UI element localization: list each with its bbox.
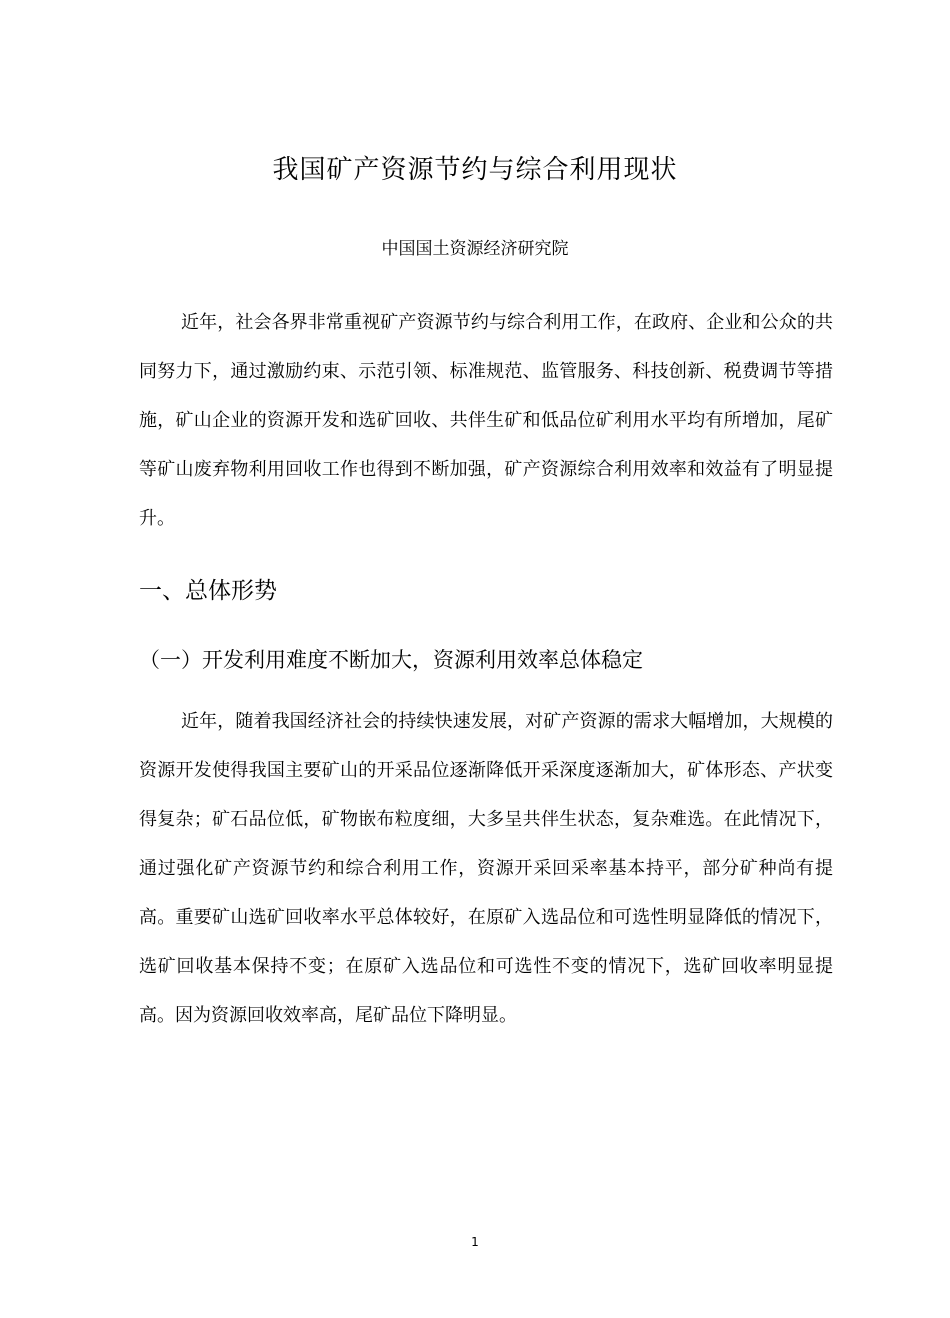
subsection-heading: （一）开发利用难度不断加大，资源利用效率总体稳定 xyxy=(139,648,643,672)
body-paragraph: 近年，随着我国经济社会的持续快速发展，对矿产资源的需求大幅增加，大规模的资源开发使得我国主要矿山的开采品位逐渐降低开采深度逐渐加大，矿体形态、产状变得复杂；矿石品位低，矿物嵌布粒度细，大多呈共伴生状态，复杂难选。在此情况下，通过强化矿产资源节约和综合利用工作，资源开采回采率基本持平，部分矿种尚有提高。重要矿山选矿回收率水平总体较好，在原矿入选品位和可选性明显降低的情况下，选矿回收基本保持不变；在原矿入选品位和可选性不变的情况下，选矿回收率明显提高。因为资源回收效率高，尾矿品位下降明显。 xyxy=(139,711,833,1026)
document-title: 我国矿产资源节约与综合利用现状 xyxy=(272,155,678,185)
author-institution: 中国国土资源经济研究院 xyxy=(381,239,569,259)
intro-paragraph: 近年，社会各界非常重视矿产资源节约与综合利用工作，在政府、企业和公众的共同努力下，通过激励约束、示范引领、标准规范、监管服务、科技创新、税费调节等措施，矿山企业的资源开发和选矿回收、共伴生矿和低品位矿利用水平均有所增加，尾矿等矿山废弃物利用回收工作也得到不断加强，矿产资源综合利用效率和效益有了明显提升。 xyxy=(139,312,833,529)
page-number: 1 xyxy=(471,1235,479,1249)
section-heading: 一、总体形势 xyxy=(139,578,277,604)
